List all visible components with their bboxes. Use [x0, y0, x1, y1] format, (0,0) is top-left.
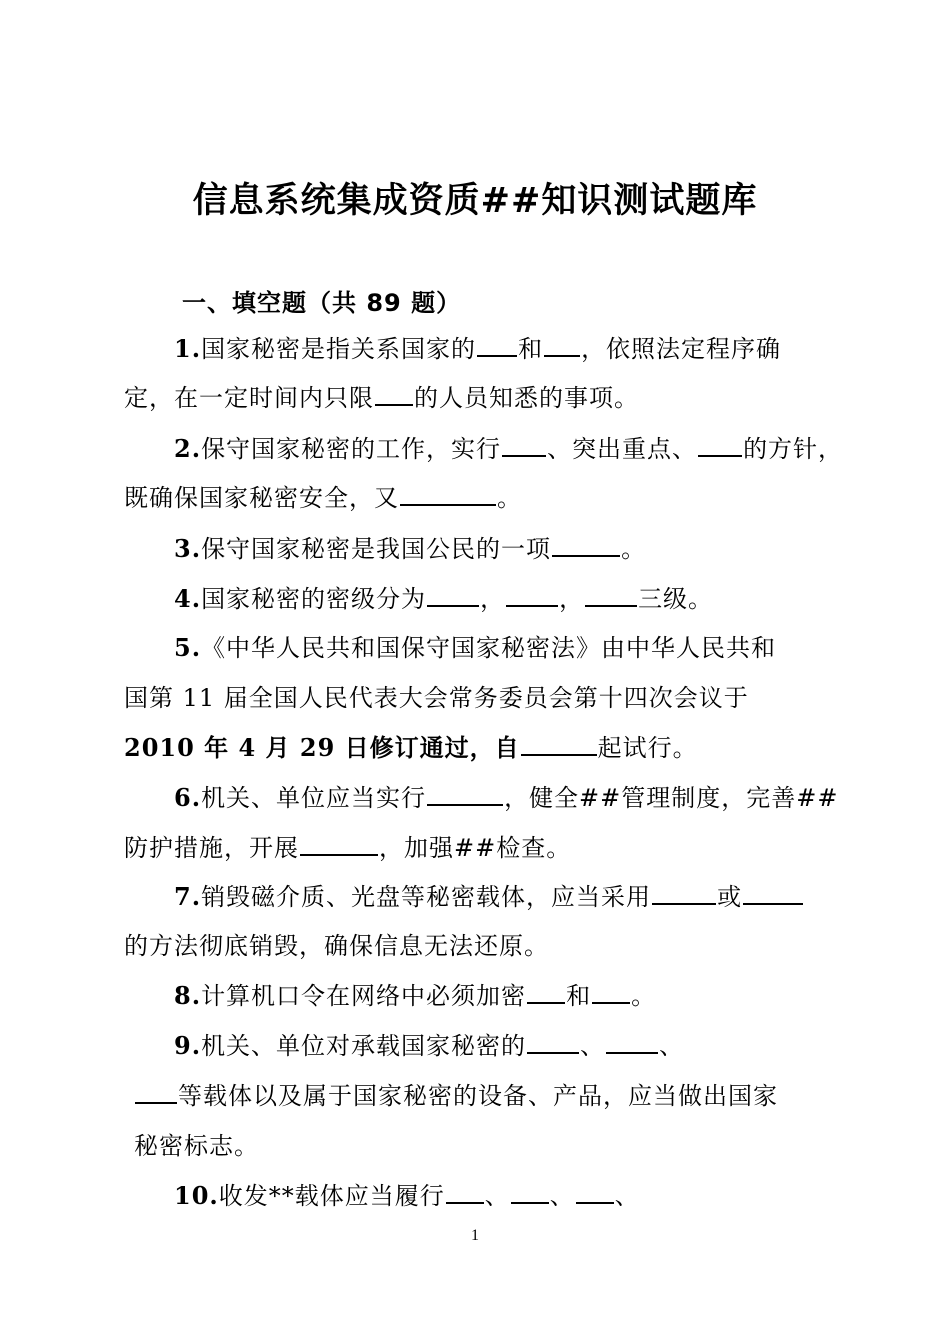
blank [527, 980, 565, 1004]
blank [446, 1180, 484, 1204]
blank [135, 1080, 177, 1104]
question-5-line-2: 国第 11 届全国人民代表大会常务委员会第十四次会议于 [124, 684, 749, 712]
blank [606, 1030, 658, 1054]
question-4-line-1: 4.国家秘密的密级分为 ， ， 三级。 [174, 584, 714, 613]
question-7-line-1: 7.销毁磁介质、光盘等秘密载体，应当采用 或 [174, 879, 804, 915]
blank [400, 482, 496, 506]
question-2-line-1: 2.保守国家秘密的工作，实行 、突出重点、 的方针， [174, 434, 844, 463]
question-6-line-1: 6.机关、单位应当实行 ，健全##管理制度，完善## [174, 783, 839, 812]
question-7-line-2: 的方法彻底销毁，确保信息无法还原。 [124, 932, 549, 960]
blank [477, 333, 517, 357]
question-9-line-3: 秘密标志。 [134, 1132, 259, 1160]
question-1-line-1: 1.国家秘密是指关系国家的 和 ，依照法定程序确 [174, 334, 782, 363]
blank [652, 881, 716, 905]
blank [502, 433, 546, 457]
question-number: 4. [174, 584, 202, 613]
question-10-line-1: 10.收发**载体应当履行 、 、 、 [174, 1181, 640, 1210]
question-6-line-2: 防护措施，开展 ，加强##检查。 [124, 834, 572, 862]
question-9-line-1: 9.机关、单位对承载国家秘密的 、 、 [174, 1031, 685, 1060]
blank [743, 881, 803, 905]
question-5-line-3: 2010 年 4 月 29 日修订通过，自 起试行。 [124, 733, 698, 762]
blank [592, 980, 630, 1004]
blank [521, 732, 597, 756]
blank [544, 333, 580, 357]
blank [300, 832, 378, 856]
question-number: 6. [174, 783, 202, 812]
question-9-line-2: 等载体以及属于国家秘密的设备、产品，应当做出国家 [134, 1078, 778, 1114]
question-8-line-1: 8.计算机口令在网络中必须加密 和 。 [174, 981, 657, 1010]
blank [375, 382, 413, 406]
page-number: 1 [471, 1227, 479, 1244]
question-number: 8. [174, 981, 202, 1010]
blank [576, 1180, 614, 1204]
document-title: 信息系统集成资质##知识测试题库 [192, 181, 758, 221]
question-5-line-1: 5.《中华人民共和国保守国家秘密法》由中华人民共和 [174, 633, 777, 662]
section-heading: 一、填空题（共 89 题） [182, 289, 462, 317]
blank [511, 1180, 549, 1204]
question-number: 5. [174, 633, 202, 662]
blank [427, 583, 479, 607]
question-1-line-2: 定，在一定时间内只限 的人员知悉的事项。 [124, 384, 639, 412]
question-number: 1. [174, 334, 202, 363]
question-number: 7. [174, 882, 202, 911]
question-2-line-2: 既确保国家秘密安全，又 。 [124, 484, 522, 512]
blank [552, 533, 620, 557]
question-number: 2. [174, 434, 202, 463]
question-number: 10. [174, 1181, 219, 1210]
blank [585, 583, 637, 607]
blank [427, 782, 503, 806]
blank [698, 433, 742, 457]
blank [506, 583, 558, 607]
question-3-line-1: 3.保守国家秘密是我国公民的一项 。 [174, 534, 647, 563]
blank [527, 1030, 579, 1054]
question-number: 9. [174, 1031, 202, 1060]
question-number: 3. [174, 534, 202, 563]
